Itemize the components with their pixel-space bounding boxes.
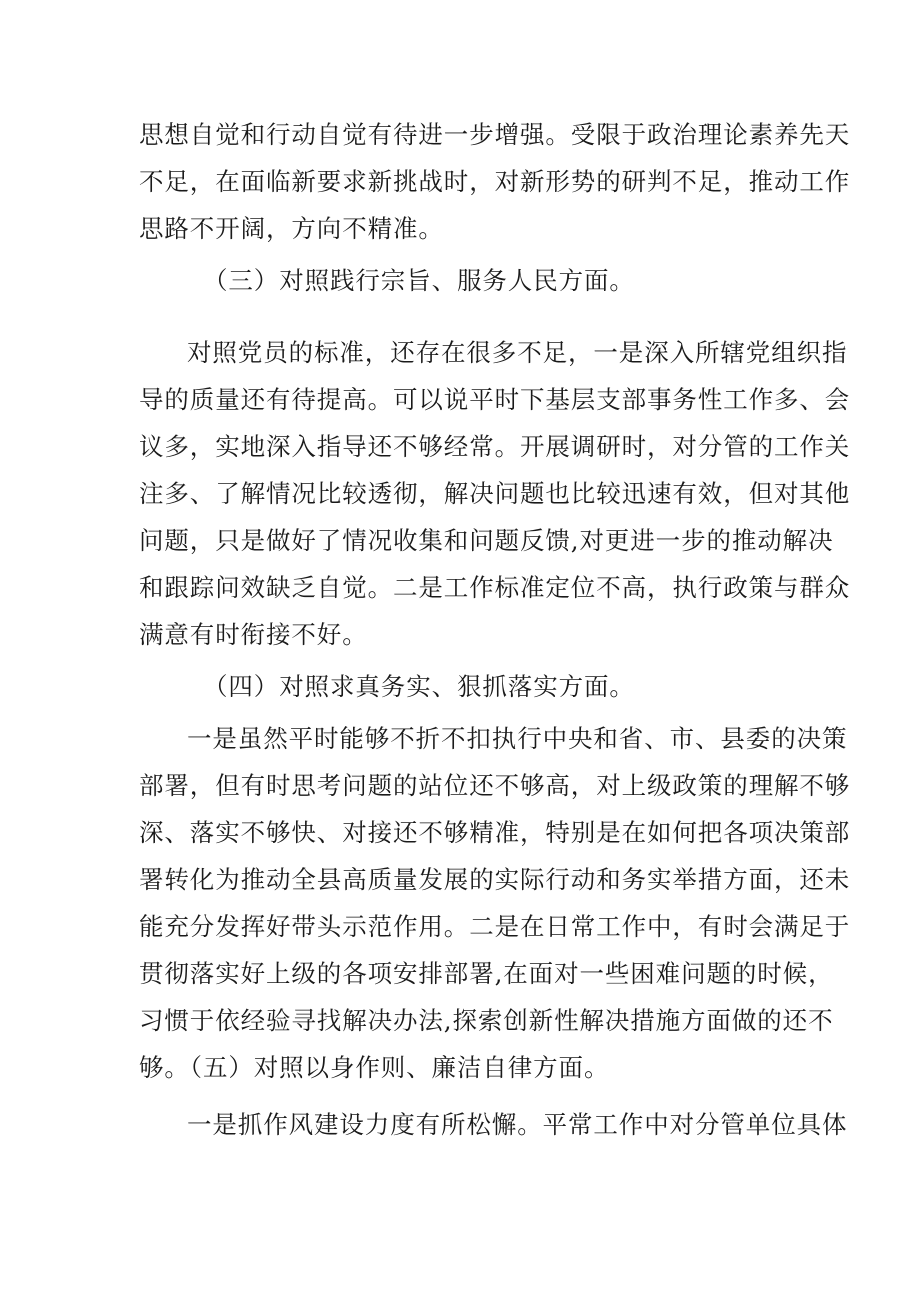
paragraph-line: 对照党员的标准，还存在很多不足，一是深入所辖党组织指: [187, 338, 848, 367]
paragraph-line: 注多、了解情况比较透彻，解决问题也比较迅速有效，但对其他: [139, 479, 851, 508]
section-heading-3: （三）对照践行宗旨、服务人民方面。: [203, 266, 635, 295]
paragraph-line: 思路不开阔，方向不精准。: [139, 214, 444, 243]
paragraph-line: 能充分发挥好带头示范作用。二是在日常工作中，有时会满足于: [139, 912, 851, 941]
paragraph-line: 一是虽然平时能够不折不扣执行中央和省、市、县委的决策: [187, 724, 848, 753]
paragraph-line: 思想自觉和行动自觉有待进一步增强。受限于政治理论素养先天: [139, 120, 851, 149]
paragraph-line: 贯彻落实好上级的各项安排部署,在面对一些困难问题的时候，: [139, 959, 834, 988]
paragraph-line: 深、落实不够快、对接还不够精准，特别是在如何把各项决策部: [139, 818, 851, 847]
paragraph-line: 满意有时衔接不好。: [139, 620, 368, 649]
paragraph-line: 署转化为推动全县高质量发展的实际行动和务实举措方面，还未: [139, 865, 851, 894]
section-heading-4: （四）对照求真务实、狠抓落实方面。: [203, 672, 635, 701]
paragraph-line: 不足，在面临新要求新挑战时，对新形势的研判不足，推动工作: [139, 167, 851, 196]
paragraph-line: 部署，但有时思考问题的站位还不够高，对上级政策的理解不够: [139, 771, 851, 800]
paragraph-line: 问题，只是做好了情况收集和问题反馈,对更进一步的推动解决: [139, 526, 834, 555]
paragraph-line: 一是抓作风建设力度有所松懈。平常工作中对分管单位具体: [187, 1110, 848, 1139]
paragraph-line: 和跟踪问效缺乏自觉。二是工作标准定位不高，执行政策与群众: [139, 573, 851, 602]
paragraph-line-with-heading-5: 够。（五）对照以身作则、廉洁自律方面。: [139, 1053, 610, 1082]
paragraph-line: 议多，实地深入指导还不够经常。开展调研时，对分管的工作关: [139, 432, 851, 461]
paragraph-line: 习惯于依经验寻找解决办法,探索创新性解决措施方面做的还不: [139, 1006, 834, 1035]
paragraph-line: 导的质量还有待提高。可以说平时下基层支部事务性工作多、会: [139, 385, 851, 414]
